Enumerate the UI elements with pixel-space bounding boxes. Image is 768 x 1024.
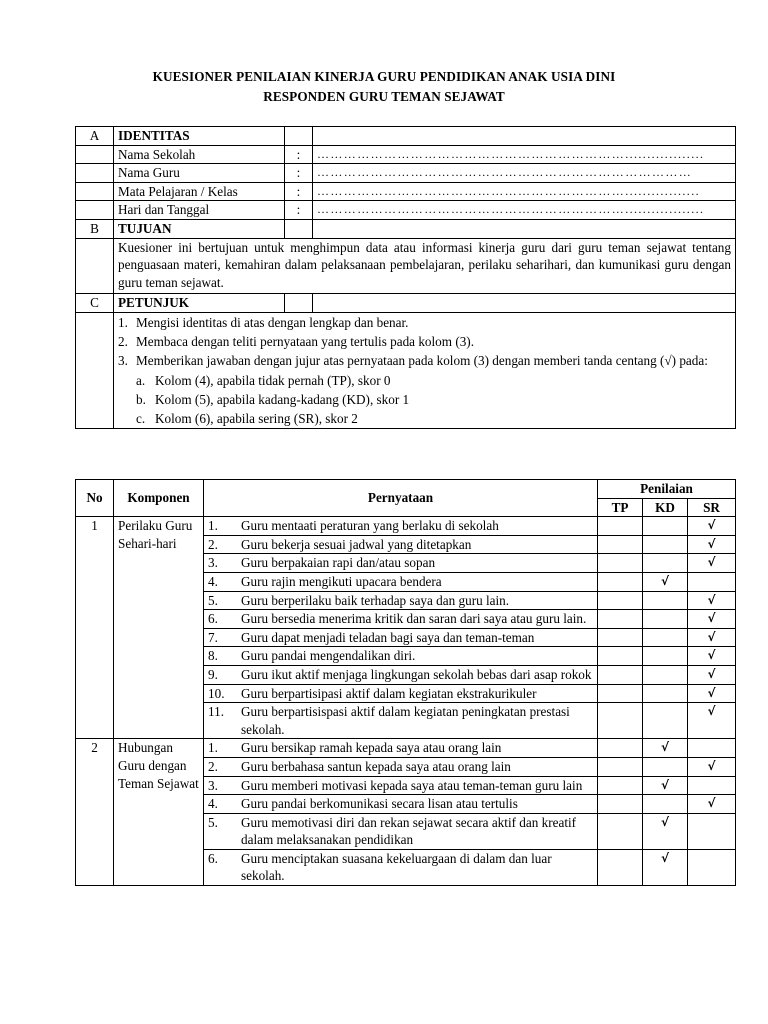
teacher-name-field[interactable]: …………………………………………………………………………	[313, 164, 736, 183]
rating-tp-cell[interactable]	[598, 591, 643, 610]
rating-sr-cell[interactable]	[688, 665, 736, 684]
statement-cell	[204, 757, 598, 776]
rating-kd-cell[interactable]	[643, 849, 688, 885]
rating-kd-cell[interactable]	[643, 535, 688, 554]
header-kd: KD	[643, 498, 688, 517]
purpose-text: Kuesioner ini bertujuan untuk menghimpun data atau informasi kinerja guru dari guru teman sejawat tentang penguasaan materi, kemahiran dalam pelaksanaan pembelajaran, perilaku seharihari, dan kumunikasi guru dengan guru teman sejawat.	[114, 238, 736, 294]
instruction-item: 2. Membaca dengan teliti pernyataan yang tertulis pada kolom (3).	[118, 334, 474, 350]
instruction-subitem: b. Kolom (5), apabila kadang-kadang (KD), skor 1	[136, 391, 410, 407]
statement-text: Guru rajin mengikuti upacara bendera	[241, 573, 442, 589]
identity-row	[76, 145, 736, 164]
statement-cell	[204, 647, 598, 666]
statement-number: 4.	[208, 796, 218, 812]
header-no: No	[76, 480, 114, 517]
header-pernyataan: Pernyataan	[204, 480, 598, 517]
rating-kd-cell[interactable]	[643, 517, 688, 536]
identity-label: Nama Guru	[114, 164, 285, 183]
header-row	[76, 480, 736, 499]
statement-cell	[204, 610, 598, 629]
rating-kd-cell[interactable]	[643, 628, 688, 647]
check-mark-icon: √	[660, 814, 669, 829]
rating-kd-cell[interactable]	[643, 684, 688, 703]
check-mark-icon: √	[707, 536, 716, 551]
rating-sr-cell[interactable]	[688, 647, 736, 666]
statement-text: Guru dapat menjadi teladan bagi saya dan teman-teman	[241, 629, 535, 645]
rating-kd-cell[interactable]	[643, 795, 688, 814]
header-tp: TP	[598, 498, 643, 517]
statement-text: Guru pandai berkomunikasi secara lisan atau tertulis	[241, 796, 518, 812]
rating-tp-cell[interactable]	[598, 628, 643, 647]
rating-kd-cell[interactable]	[643, 610, 688, 629]
rating-kd-cell[interactable]	[643, 665, 688, 684]
instruction-item: 1. Mengisi identitas di atas dengan lengkap dan benar.	[118, 314, 409, 330]
statement-cell	[204, 572, 598, 591]
check-mark-icon: √	[707, 592, 716, 607]
statement-text: Guru berperilaku baik terhadap saya dan guru lain.	[241, 592, 510, 608]
check-mark-icon: √	[707, 518, 716, 533]
statement-cell	[204, 813, 598, 849]
header-komponen: Komponen	[114, 480, 204, 517]
identity-row	[76, 164, 736, 183]
rating-sr-cell[interactable]	[688, 813, 736, 849]
check-mark-icon: √	[660, 740, 669, 755]
rating-tp-cell[interactable]	[598, 647, 643, 666]
rating-kd-cell[interactable]	[643, 757, 688, 776]
statement-text: Guru memberi motivasi kepada saya atau teman-teman guru lain	[241, 777, 583, 793]
statement-cell	[204, 684, 598, 703]
statement-number: 6.	[208, 611, 218, 627]
rating-kd-cell[interactable]	[643, 739, 688, 758]
check-mark-icon: √	[707, 555, 716, 570]
statement-cell	[204, 591, 598, 610]
section-c-code: C	[76, 294, 114, 313]
check-mark-icon: √	[707, 666, 716, 681]
statement-number: 5.	[208, 592, 218, 608]
identity-label: Hari dan Tanggal	[114, 201, 285, 220]
section-a-heading: IDENTITAS	[114, 127, 285, 146]
statement-number: 6.	[208, 850, 218, 866]
statement-text: Guru bekerja sesuai jadwal yang ditetapkan	[241, 536, 472, 552]
rating-sr-cell[interactable]	[688, 684, 736, 703]
rating-sr-cell[interactable]	[688, 517, 736, 536]
section-a-row	[76, 127, 736, 146]
rating-sr-cell[interactable]	[688, 757, 736, 776]
rating-kd-cell[interactable]	[643, 554, 688, 573]
statement-number: 1.	[208, 740, 218, 756]
statement-number: 3.	[208, 777, 218, 793]
statement-text: Guru bersikap ramah kepada saya atau orang lain	[241, 740, 502, 756]
statement-number: 10.	[208, 685, 225, 701]
statement-cell	[204, 739, 598, 758]
rating-sr-cell[interactable]	[688, 628, 736, 647]
subject-class-field[interactable]: …………………………………………………………….................	[313, 182, 736, 201]
section-b-row	[76, 219, 736, 238]
check-mark-icon: √	[707, 629, 716, 644]
component-number: 1	[76, 517, 114, 739]
rating-kd-cell[interactable]	[643, 647, 688, 666]
check-mark-icon: √	[707, 648, 716, 663]
statement-text: Guru berpakaian rapi dan/atau sopan	[241, 555, 436, 571]
statement-number: 9.	[208, 666, 218, 682]
rating-sr-cell[interactable]	[688, 572, 736, 591]
rating-sr-cell[interactable]	[688, 610, 736, 629]
rating-tp-cell[interactable]	[598, 665, 643, 684]
section-a-code: A	[76, 127, 114, 146]
instructions-row	[76, 312, 736, 428]
check-mark-icon: √	[707, 685, 716, 700]
instruction-subitem: c. Kolom (6), apabila sering (SR), skor 2	[136, 410, 358, 426]
statement-cell	[204, 517, 598, 536]
rating-tp-cell[interactable]	[598, 739, 643, 758]
statement-cell	[204, 628, 598, 647]
statement-text: Guru berpartisipasi aktif dalam kegiatan ekstrakurikuler	[241, 685, 537, 701]
statement-cell	[204, 776, 598, 795]
rating-kd-cell[interactable]	[643, 572, 688, 591]
statement-text: Guru pandai mengendalikan diri.	[241, 648, 416, 664]
rating-tp-cell[interactable]	[598, 572, 643, 591]
statement-row	[76, 517, 736, 536]
identity-label: Mata Pelajaran / Kelas	[114, 182, 285, 201]
instruction-subitem: a. Kolom (4), apabila tidak pernah (TP), skor 0	[136, 372, 391, 388]
identity-row	[76, 201, 736, 220]
statement-text: Guru berbahasa santun kepada saya atau orang lain	[241, 758, 511, 774]
statement-text: Guru menciptakan suasana kekeluargaan di dalam dan luar sekolah.	[241, 850, 552, 884]
rating-sr-cell[interactable]	[688, 591, 736, 610]
identity-table	[75, 126, 736, 429]
rating-tp-cell[interactable]	[598, 517, 643, 536]
statement-cell	[204, 849, 598, 885]
statement-cell	[204, 795, 598, 814]
statement-cell	[204, 703, 598, 739]
rating-tp-cell[interactable]	[598, 776, 643, 795]
instructions-list	[114, 312, 736, 428]
identity-colon: :	[285, 201, 313, 220]
rating-kd-cell[interactable]	[643, 813, 688, 849]
rating-kd-cell[interactable]	[643, 591, 688, 610]
header-penilaian: Penilaian	[598, 480, 736, 499]
statement-cell	[204, 665, 598, 684]
rating-kd-cell[interactable]	[643, 776, 688, 795]
check-mark-icon: √	[660, 850, 669, 865]
identity-colon: :	[285, 145, 313, 164]
statement-text: Guru berpartisispasi aktif dalam kegiatan peningkatan prestasi sekolah.	[241, 704, 570, 737]
rating-sr-cell[interactable]	[688, 554, 736, 573]
statement-number: 1.	[208, 518, 218, 534]
check-mark-icon: √	[707, 611, 716, 626]
section-b-heading: TUJUAN	[114, 219, 285, 238]
statement-number: 4.	[208, 573, 218, 589]
rating-kd-cell[interactable]	[643, 703, 688, 739]
rating-tp-cell[interactable]	[598, 684, 643, 703]
check-mark-icon: √	[660, 573, 669, 588]
check-mark-icon: √	[707, 758, 716, 773]
rating-tp-cell[interactable]	[598, 554, 643, 573]
identity-colon: :	[285, 164, 313, 183]
section-c-row	[76, 294, 736, 313]
rating-tp-cell[interactable]	[598, 813, 643, 849]
rating-tp-cell[interactable]	[598, 757, 643, 776]
section-c-heading: PETUNJUK	[114, 294, 285, 313]
statement-text: Guru mentaati peraturan yang berlaku di sekolah	[241, 518, 499, 534]
statement-text: Guru memotivasi diri dan rekan sejawat secara aktif dan kreatif dalam melaksanakan pendidikan	[241, 814, 577, 848]
rating-tp-cell[interactable]	[598, 535, 643, 554]
statement-text: Guru ikut aktif menjaga lingkungan sekolah bebas dari asap rokok	[241, 666, 592, 682]
statement-number: 7.	[208, 629, 218, 645]
rating-sr-cell[interactable]	[688, 795, 736, 814]
rating-sr-cell[interactable]	[688, 535, 736, 554]
statement-text: Guru bersedia menerima kritik dan saran dari saya atau guru lain.	[241, 611, 587, 627]
rating-sr-cell[interactable]	[688, 739, 736, 758]
statement-number: 2.	[208, 758, 218, 774]
document-title-line2: RESPONDEN GURU TEMAN SEJAWAT	[263, 89, 505, 104]
rating-tp-cell[interactable]	[598, 849, 643, 885]
purpose-row	[76, 238, 736, 294]
instruction-item: 3. Memberikan jawaban dengan jujur atas pernyataan pada kolom (3) dengan memberi tanda centang (√) pada:	[118, 353, 708, 369]
component-number: 2	[76, 739, 114, 886]
component-name: Hubungan Guru dengan Teman Sejawat	[114, 739, 204, 886]
statement-cell	[204, 535, 598, 554]
statement-number: 2.	[208, 536, 218, 552]
document-title-line1: KUESIONER PENILAIAN KINERJA GURU PENDIDIKAN ANAK USIA DINI	[152, 69, 616, 84]
section-b-code: B	[76, 219, 114, 238]
statement-row	[76, 739, 736, 758]
rating-sr-cell[interactable]	[688, 776, 736, 795]
check-mark-icon: √	[707, 704, 716, 719]
check-mark-icon: √	[707, 796, 716, 811]
identity-row	[76, 182, 736, 201]
rating-sr-cell[interactable]	[688, 703, 736, 739]
check-mark-icon: √	[660, 777, 669, 792]
statement-cell	[204, 554, 598, 573]
statement-number: 11.	[208, 704, 224, 720]
component-name: Perilaku Guru Sehari-hari	[114, 517, 204, 739]
statement-number: 3.	[208, 555, 218, 571]
assessment-table	[75, 479, 736, 886]
header-sr: SR	[688, 498, 736, 517]
school-name-field[interactable]: ……………………………………………………………..................	[313, 145, 736, 164]
rating-tp-cell[interactable]	[598, 795, 643, 814]
statement-number: 8.	[208, 648, 218, 664]
rating-sr-cell[interactable]	[688, 849, 736, 885]
rating-tp-cell[interactable]	[598, 610, 643, 629]
day-date-field[interactable]: ……………………………………………………………..................	[313, 201, 736, 220]
rating-tp-cell[interactable]	[598, 703, 643, 739]
identity-colon: :	[285, 182, 313, 201]
identity-label: Nama Sekolah	[114, 145, 285, 164]
statement-number: 5.	[208, 814, 218, 830]
